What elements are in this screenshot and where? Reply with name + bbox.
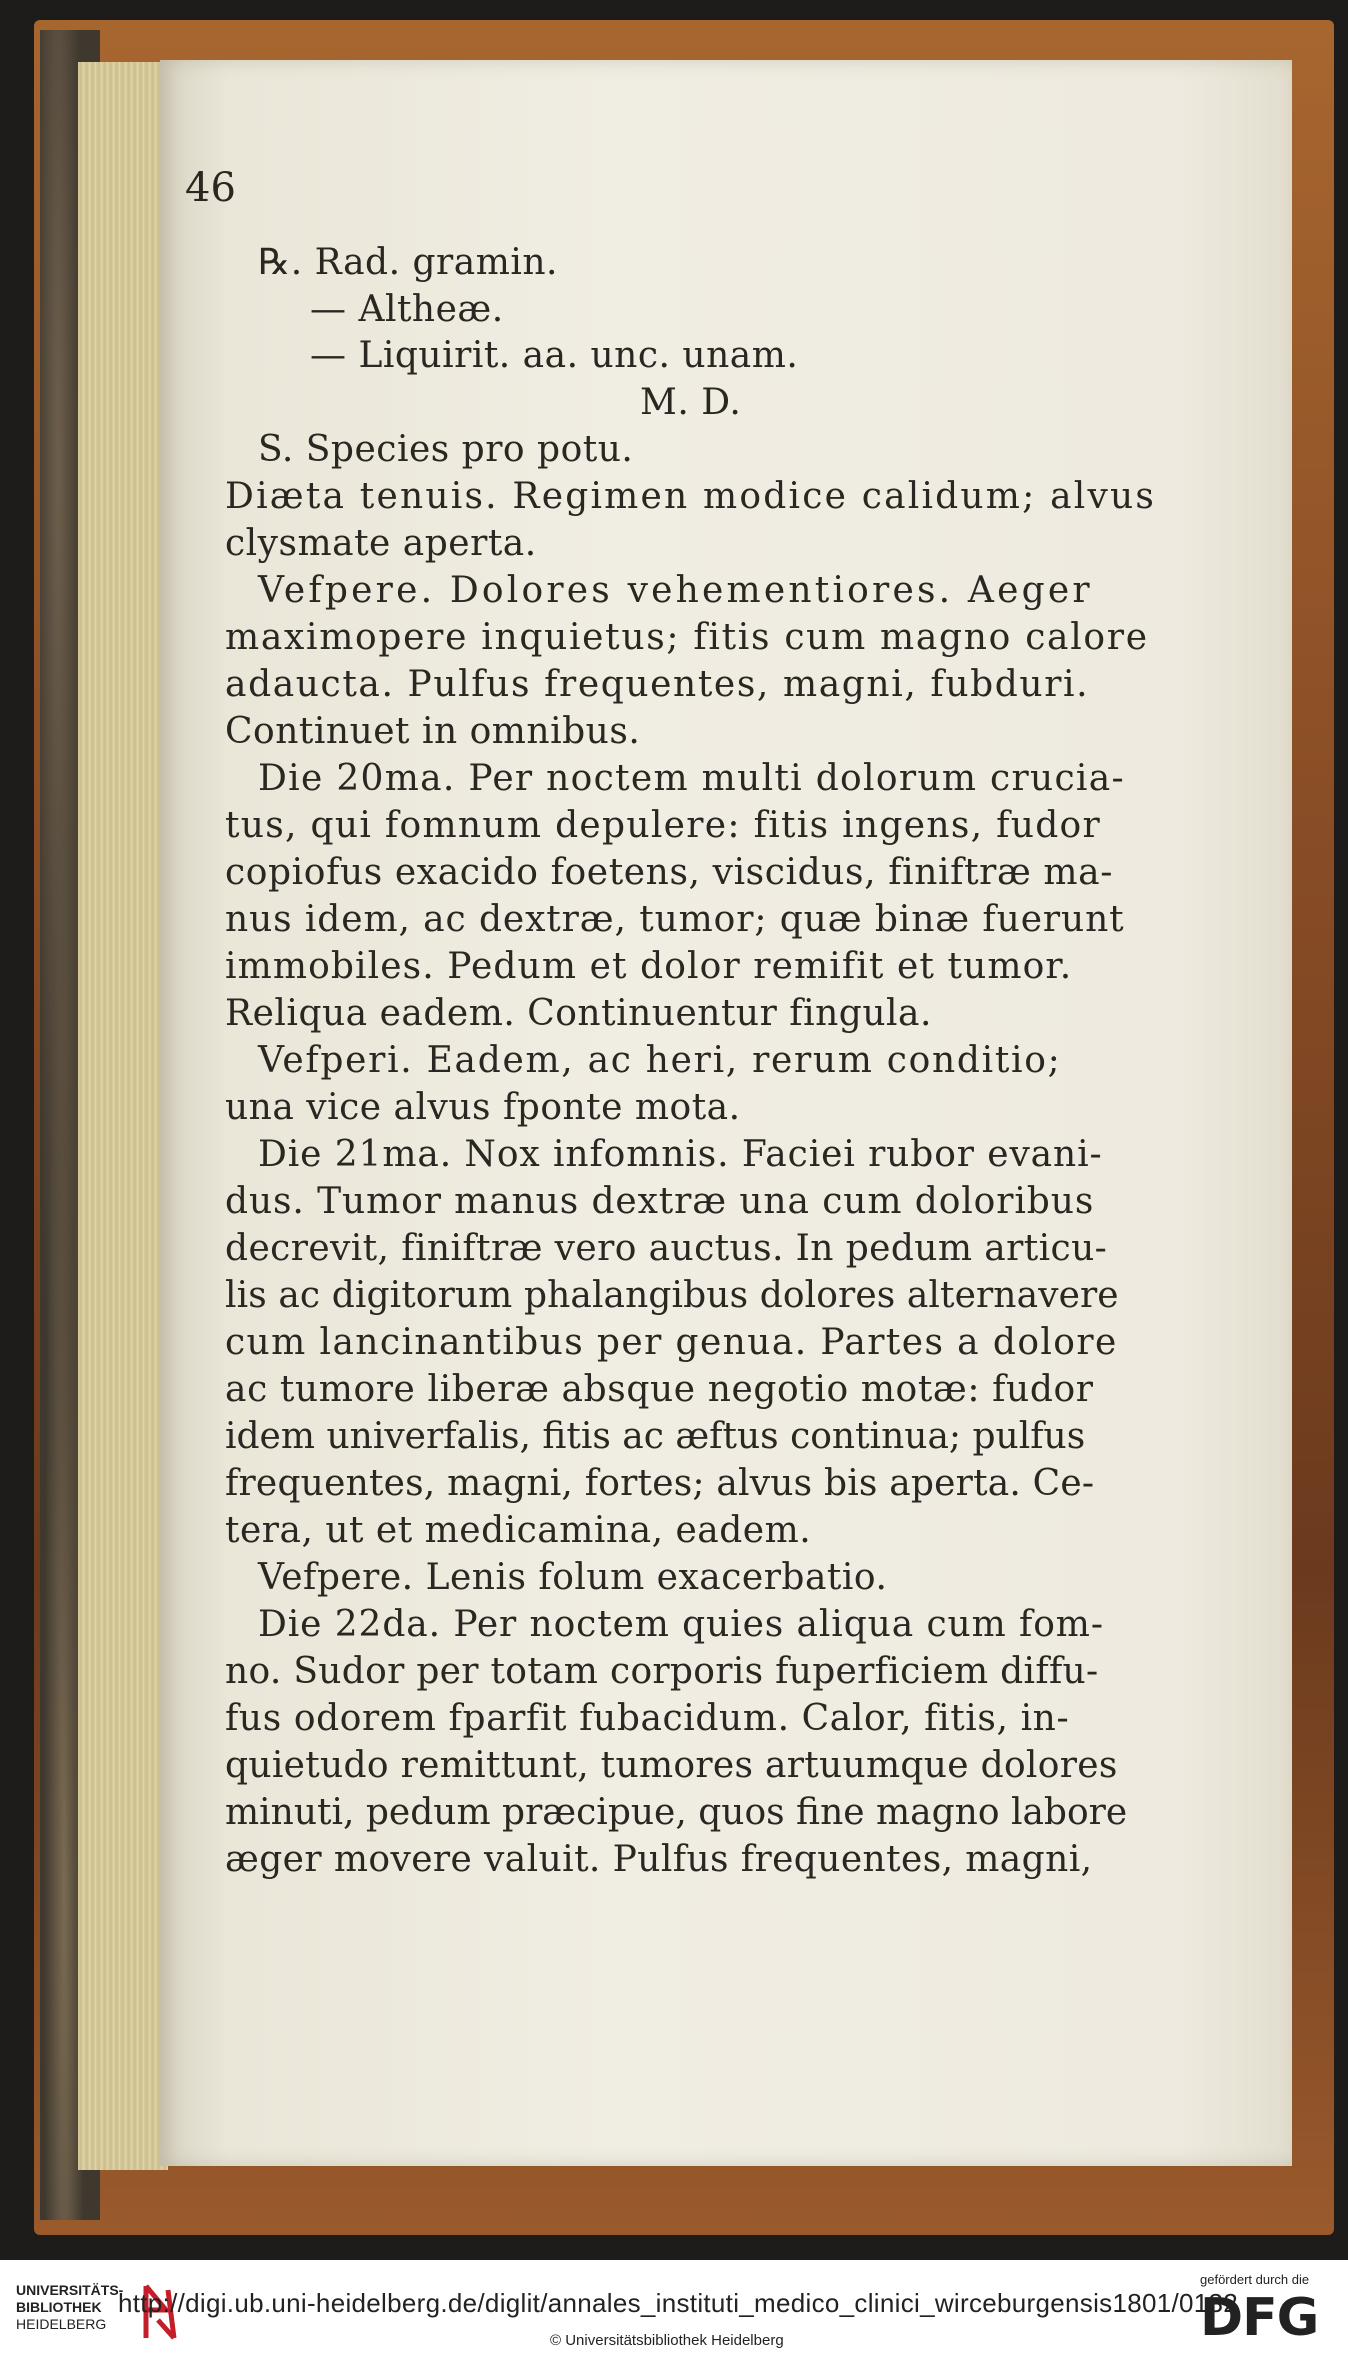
text-line: æger movere valuit. Pulfus frequentes, magni,: [225, 1839, 1093, 1880]
text-line: Diæta tenuis. Regimen modice calidum; alvus: [225, 476, 1157, 517]
funding-caption: gefördert durch die: [1200, 2272, 1310, 2287]
copyright-notice: © Universitätsbibliothek Heidelberg: [550, 2332, 784, 2349]
text-line: S. Species pro potu.: [258, 429, 634, 470]
text-line: idem univerfalis, fitis ac æftus continua; pulfus: [225, 1416, 1086, 1457]
text-line: Die 22da. Per noctem quies aliqua cum fom-: [258, 1604, 1104, 1645]
text-line: adaucta. Pulfus frequentes, magni, fubduri.: [225, 664, 1090, 705]
text-line: frequentes, magni, fortes; alvus bis aperta. Ce-: [225, 1463, 1095, 1504]
text-line: una vice alvus fponte mota.: [225, 1087, 741, 1128]
text-line: Die 20ma. Per noctem multi dolorum crucia-: [258, 758, 1125, 799]
page-edges: [78, 62, 168, 2170]
page-number: 46: [185, 165, 236, 211]
text-line: nus idem, ac dextræ, tumor; quæ binæ fuerunt: [225, 899, 1125, 940]
text-line: cum lancinantibus per genua. Partes a dolore: [225, 1322, 1118, 1363]
text-line: tera, ut et medicamina, eadem.: [225, 1510, 812, 1551]
recipe-line: M. D.: [640, 382, 742, 423]
text-line: Die 21ma. Nox infomnis. Faciei rubor evani-: [258, 1134, 1103, 1175]
text-line: copiofus exacido foetens, viscidus, finiftræ ma-: [225, 852, 1114, 893]
dfg-logo: DFG: [1200, 2288, 1319, 2348]
text-line: tus, qui fomnum depulere: fitis ingens, fudor: [225, 805, 1102, 846]
library-name-line: HEIDELBERG: [16, 2316, 107, 2332]
recipe-line: — Altheæ.: [310, 289, 504, 330]
text-line: maximopere inquietus; fitis cum magno calore: [225, 617, 1149, 658]
text-line: quietudo remittunt, tumores artuumque dolores: [225, 1745, 1118, 1786]
text-line: Vefpere. Dolores vehementiores. Aeger: [258, 570, 1093, 611]
text-line: Vefpere. Lenis folum exacerbatio.: [258, 1557, 888, 1598]
text-line: immobiles. Pedum et dolor remifit et tumor.: [225, 946, 1073, 987]
viewer-footer: [0, 2260, 1348, 2362]
text-line: lis ac digitorum phalangibus dolores alternavere: [225, 1275, 1119, 1316]
text-line: clysmate aperta.: [225, 523, 537, 564]
text-line: Vefperi. Eadem, ac heri, rerum conditio;: [258, 1040, 1062, 1081]
library-name-line: UNIVERSITÄTS-: [16, 2282, 124, 2298]
text-line: ac tumore liberæ absque negotio motæ: fudor: [225, 1369, 1094, 1410]
text-line: Reliqua eadem. Continuentur fingula.: [225, 993, 932, 1034]
library-logo: [16, 2282, 123, 2333]
permalink-url[interactable]: http://digi.ub.uni-heidelberg.de/diglit/annales_instituti_medico_clinici_wirceburgensis1801/0132: [118, 2288, 1239, 2318]
text-line: minuti, pedum præcipue, quos fine magno labore: [225, 1792, 1128, 1833]
recipe-line: — Liquirit. aa. unc. unam.: [310, 335, 799, 376]
text-line: fus odorem fparfit fubacidum. Calor, fitis, in-: [225, 1698, 1070, 1739]
text-line: no. Sudor per totam corporis fuperficiem diffu-: [225, 1651, 1099, 1692]
text-line: dus. Tumor manus dextræ una cum doloribus: [225, 1181, 1095, 1222]
recipe-line: ℞. Rad. gramin.: [258, 242, 558, 283]
text-line: Continuet in omnibus.: [225, 711, 641, 752]
text-line: decrevit, finiftræ vero auctus. In pedum articu-: [225, 1228, 1108, 1269]
library-name-line: BIBLIOTHEK: [16, 2299, 102, 2315]
